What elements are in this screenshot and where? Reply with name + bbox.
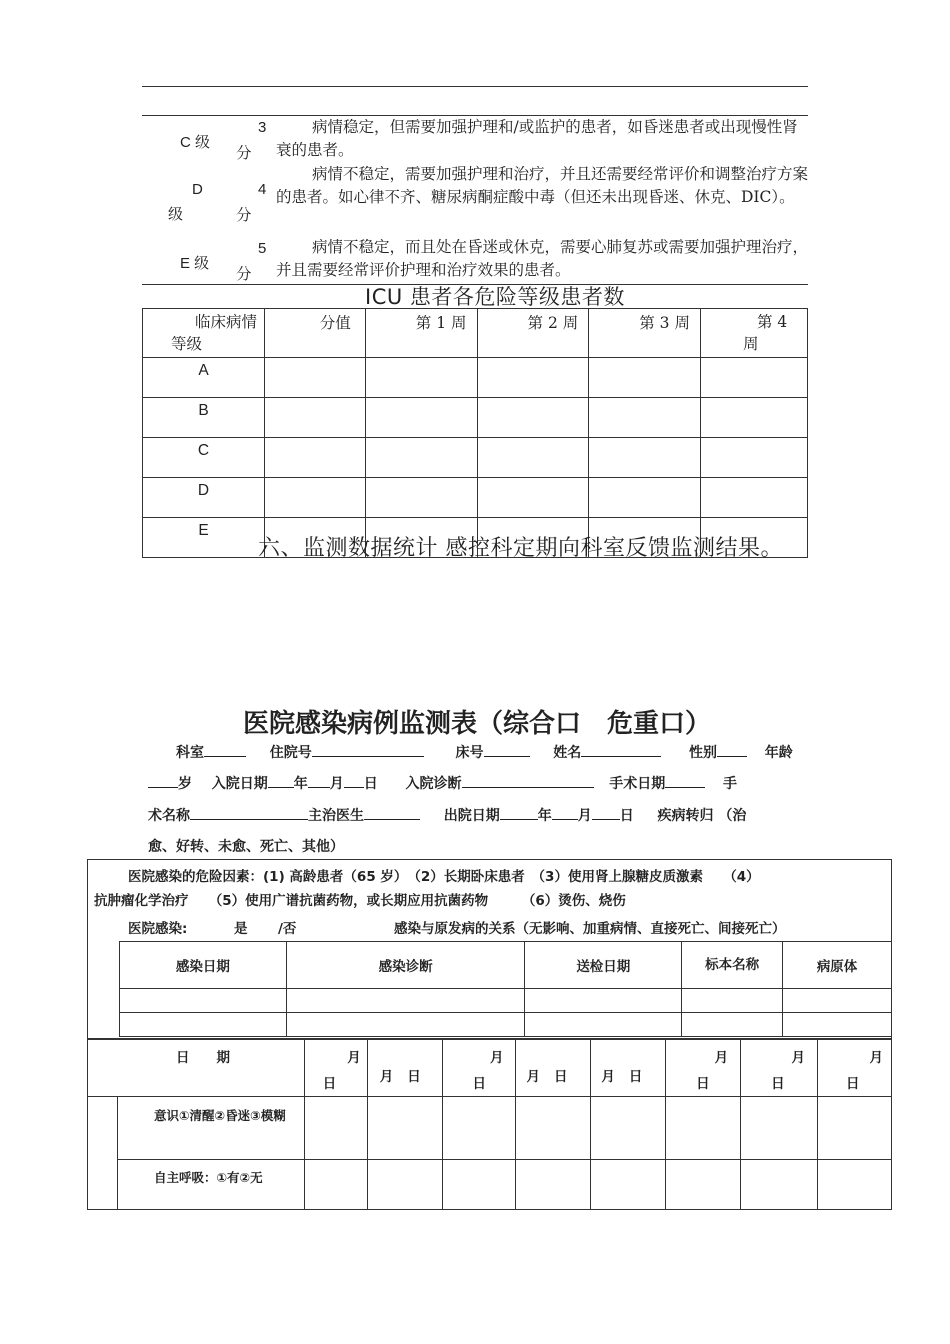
cell[interactable]	[365, 478, 477, 518]
cell[interactable]	[783, 1013, 892, 1037]
name-label: 姓名	[553, 745, 582, 761]
date-cell[interactable]	[817, 1040, 891, 1097]
month-text: 月	[601, 1069, 615, 1085]
grade-c-label: C 级	[180, 134, 211, 151]
cell[interactable]	[700, 438, 807, 478]
header-specimen-name-text: 标本名称	[705, 957, 760, 973]
cell[interactable]	[783, 989, 892, 1013]
header-week-2-text: 第 2 周	[527, 314, 579, 332]
level-d: D	[143, 478, 265, 518]
sex-field[interactable]	[717, 742, 747, 757]
cell[interactable]	[589, 438, 701, 478]
date-cell[interactable]	[666, 1040, 741, 1097]
admit-diagnosis-label: 入院诊断	[405, 776, 462, 792]
date-cell[interactable]	[516, 1040, 591, 1097]
table-row	[88, 1097, 892, 1160]
cell[interactable]	[589, 358, 701, 398]
age-field[interactable]	[148, 773, 178, 788]
cell[interactable]	[682, 989, 783, 1013]
cell[interactable]	[264, 358, 365, 398]
cell[interactable]	[700, 398, 807, 438]
header-clinical-level	[143, 309, 265, 358]
year-label: 年	[537, 808, 552, 824]
grade-c-description: 病情稳定，但需要加强护理和/或监护的患者，如昏迷患者或出现慢性肾衰的患者。	[276, 118, 798, 159]
month-text: 月	[379, 1069, 394, 1085]
admission-no-field[interactable]	[312, 742, 424, 757]
day-text: 日	[696, 1076, 710, 1092]
discharge-day-field[interactable]	[592, 805, 620, 820]
cell[interactable]	[817, 1097, 891, 1160]
age-unit: 岁	[178, 776, 192, 792]
cell[interactable]	[365, 438, 477, 478]
top-rule	[142, 86, 808, 87]
cell[interactable]	[525, 989, 682, 1013]
table-row	[120, 989, 892, 1013]
consciousness-label-cell	[117, 1097, 304, 1160]
header-submission-date: 送检日期	[525, 942, 682, 989]
admission-no-label: 住院号	[269, 745, 312, 761]
grade-d-score: 4	[258, 181, 267, 198]
table-row	[120, 1013, 892, 1037]
header-score-text: 分值	[319, 314, 351, 332]
risk-factors-line-2: 抗肿瘤化学治疗 （5）使用广谱抗菌药物，或长期应用抗菌药物 （6）烫伤、烧伤	[94, 893, 626, 909]
cell[interactable]	[442, 1160, 516, 1210]
cell[interactable]	[525, 1013, 682, 1037]
cell[interactable]	[264, 438, 365, 478]
header-infection-date: 感染日期	[120, 942, 287, 989]
header-week-3	[589, 309, 701, 358]
admit-date-label: 入院日期	[211, 776, 268, 792]
doctor-field[interactable]	[364, 805, 420, 820]
header-pathogen: 病原体	[783, 942, 892, 989]
grade-e-score: 5	[258, 240, 267, 257]
cell[interactable]	[591, 1160, 666, 1210]
cell[interactable]	[442, 1097, 516, 1160]
doctor-label: 主治医生	[308, 808, 364, 824]
day-text: 日	[472, 1076, 487, 1092]
daily-monitoring-table	[87, 1039, 892, 1210]
form-line-3	[148, 805, 746, 825]
month-text: 月	[791, 1050, 805, 1066]
sex-label: 性别	[689, 745, 717, 761]
cell[interactable]	[741, 1160, 818, 1210]
side-cell	[88, 1097, 118, 1210]
grade-d-description: 病情不稳定，需要加强护理和治疗，并且还需要经常评价和调整治疗方案的患者。如心律不齐、糖尿病酮症酸中毒（但还未出现昏迷、休克、DIC）。	[276, 165, 809, 206]
date-label: 日 期	[176, 1050, 230, 1066]
cell[interactable]	[666, 1097, 741, 1160]
day-text: 日	[628, 1069, 643, 1085]
header-clinical-level-text: 临床病情等级	[171, 313, 258, 353]
table-row	[143, 478, 808, 518]
infection-relation: 感染与原发病的关系（无影响、加重病情、直接死亡、间接死亡）	[394, 921, 786, 937]
infection-no[interactable]: /否	[278, 921, 297, 937]
day-text: 日	[407, 1069, 421, 1085]
hospital-infection-label: 医院感染:	[128, 921, 188, 937]
date-label-cell	[88, 1040, 305, 1097]
breathing-label-cell	[117, 1160, 304, 1210]
month-text: 月	[714, 1050, 729, 1066]
cell[interactable]	[477, 398, 589, 438]
bed-label: 床号	[455, 745, 484, 761]
date-cell[interactable]	[367, 1040, 442, 1097]
cell[interactable]	[477, 478, 589, 518]
header-week-4-text: 第 4 周	[742, 313, 788, 353]
cell[interactable]	[700, 358, 807, 398]
header-infection-diagnosis: 感染诊断	[286, 942, 525, 989]
date-cell[interactable]	[741, 1040, 818, 1097]
surgery-date-field[interactable]	[665, 773, 705, 788]
cell[interactable]	[477, 438, 589, 478]
header-week-1-text: 第 1 周	[415, 314, 467, 332]
day-text: 日	[771, 1076, 785, 1092]
cell[interactable]	[741, 1097, 818, 1160]
day-label: 日	[619, 808, 634, 824]
year-label: 年	[293, 776, 308, 792]
dept-field[interactable]	[204, 742, 246, 757]
header-specimen-name	[682, 942, 783, 989]
month-text: 月	[526, 1069, 540, 1085]
cell[interactable]	[516, 1097, 591, 1160]
header-week-1	[365, 309, 477, 358]
form-line-1	[176, 742, 793, 762]
surgery-date-label: 手术日期	[609, 776, 666, 792]
grade-c-unit: 分	[236, 144, 252, 162]
grade-e-description: 病情不稳定，而且处在昏迷或休克，需要心肺复苏或需要加强护理治疗，并且需要经常评价护理和治疗效果的患者。	[276, 238, 809, 279]
icu-risk-table	[142, 308, 808, 558]
cell[interactable]	[120, 989, 287, 1013]
date-cell[interactable]	[304, 1040, 367, 1097]
cell[interactable]	[589, 398, 701, 438]
month-label: 月	[329, 776, 344, 792]
section-six-text: 六、监测数据统计 感控科定期向科室反馈监测结果。	[258, 536, 783, 561]
admit-day-field[interactable]	[344, 773, 364, 788]
cell[interactable]	[304, 1097, 367, 1160]
header-week-2	[477, 309, 589, 358]
table-row	[143, 398, 808, 438]
cell[interactable]	[700, 478, 807, 518]
cell[interactable]	[120, 1013, 287, 1037]
header-score	[264, 309, 365, 358]
month-text: 月	[869, 1050, 883, 1066]
form-line-2	[148, 773, 737, 793]
cell[interactable]	[817, 1160, 891, 1210]
surgery-name-prefix: 手	[723, 776, 737, 792]
table-row	[143, 438, 808, 478]
date-cell[interactable]	[591, 1040, 666, 1097]
infection-yes[interactable]: 是	[234, 921, 248, 937]
surgery-name-label: 术名称	[148, 808, 190, 824]
level-c: C	[143, 438, 265, 478]
level-b: B	[143, 398, 265, 438]
month-label: 月	[577, 808, 592, 824]
date-cell[interactable]	[442, 1040, 516, 1097]
icu-table-caption: ICU 患者各危险等级患者数	[365, 285, 625, 309]
cell[interactable]	[286, 989, 525, 1013]
level-a: A	[143, 358, 265, 398]
discharge-month-field[interactable]	[552, 805, 578, 820]
level-e: E	[143, 518, 265, 558]
cell[interactable]	[591, 1097, 666, 1160]
date-header-row	[88, 1040, 892, 1097]
icu-table-header-row	[143, 309, 808, 358]
form-line-4: 愈、好转、未愈、死亡、其他）	[148, 839, 344, 855]
grade-d-unit: 分	[236, 206, 252, 224]
grade-e-label: E 级	[180, 255, 210, 272]
header-week-4	[700, 309, 807, 358]
risk-factors-line-1: 医院感染的危险因素：(1) 高龄患者（65 岁） （2）长期卧床患者 （3）使用肾上腺糖皮质激素 （4）	[128, 869, 760, 885]
outcome-label: 疾病转归 （治	[657, 808, 747, 824]
cell[interactable]	[365, 358, 477, 398]
cell[interactable]	[589, 478, 701, 518]
discharge-date-label: 出院日期	[443, 808, 500, 824]
dept-label: 科室	[176, 745, 204, 761]
cell[interactable]	[365, 398, 477, 438]
day-label: 日	[363, 776, 378, 792]
consciousness-label: 意识①清醒②昏迷③模糊	[153, 1108, 286, 1123]
cell[interactable]	[304, 1160, 367, 1210]
age-label: 年龄	[764, 745, 793, 761]
table-row	[88, 1160, 892, 1210]
header-week-3-text: 第 3 周	[639, 314, 690, 332]
discharge-year-field[interactable]	[500, 805, 538, 820]
infection-detail-table	[119, 941, 892, 1037]
cell[interactable]	[264, 398, 365, 438]
day-text: 日	[553, 1069, 568, 1085]
month-text: 月	[489, 1050, 504, 1066]
infection-header-row	[120, 942, 892, 989]
grade-e-unit: 分	[236, 265, 252, 283]
cell[interactable]	[682, 1013, 783, 1037]
form-title: 医院感染病例监测表（综合口 危重口）	[243, 709, 712, 739]
month-text: 月	[347, 1050, 361, 1066]
cell[interactable]	[264, 478, 365, 518]
grade-c-score: 3	[258, 119, 267, 136]
name-field[interactable]	[581, 742, 661, 757]
cell[interactable]	[286, 1013, 525, 1037]
surgery-name-field[interactable]	[190, 805, 308, 820]
admit-year-field[interactable]	[268, 773, 294, 788]
grade-d-label-a: D	[192, 181, 203, 198]
day-text: 日	[322, 1076, 337, 1092]
day-text: 日	[845, 1076, 860, 1092]
cell[interactable]	[666, 1160, 741, 1210]
table-row	[143, 358, 808, 398]
grade-d-label-b: 级	[168, 205, 184, 223]
admit-month-field[interactable]	[308, 773, 330, 788]
cell[interactable]	[367, 1097, 442, 1160]
cell[interactable]	[477, 358, 589, 398]
admit-diagnosis-field[interactable]	[462, 773, 594, 788]
cell[interactable]	[367, 1160, 442, 1210]
bed-field[interactable]	[484, 742, 530, 757]
breathing-label: 自主呼吸：①有②无	[153, 1170, 263, 1185]
cell[interactable]	[516, 1160, 591, 1210]
